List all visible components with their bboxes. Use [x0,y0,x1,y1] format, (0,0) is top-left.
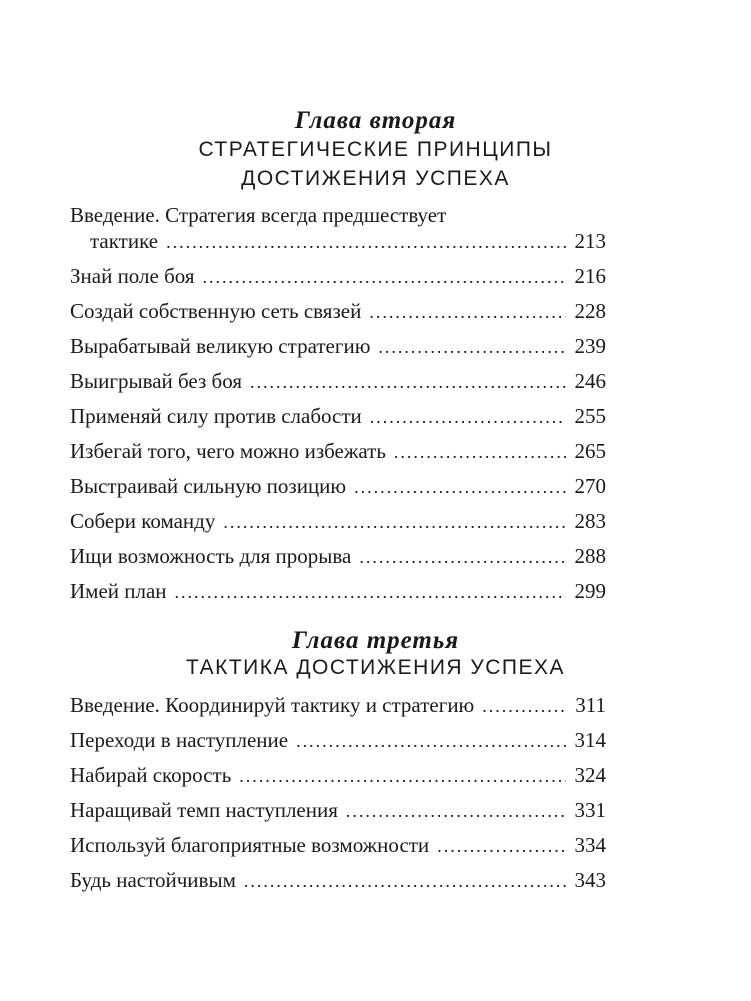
leader-dots [175,582,566,603]
toc-entry-title: Создай собственную сеть связей [70,299,362,323]
chapter-3-label: Глава третья [291,627,460,654]
toc-entry-page: 288 [574,544,606,568]
chapter-2-label: Глава вторая [294,107,457,134]
toc-entry-title: Набирай скорость [70,763,232,787]
chapter-2-intro-line-1: Введение. Стратегия всегда предшествует [70,203,447,227]
toc-entry-page: 216 [574,264,606,288]
leader-dots [346,801,566,822]
toc-entry[interactable] [70,693,606,723]
toc-entry-page: 213 [574,229,606,253]
toc-entry-title: Используй благоприятные возможности [70,833,430,857]
chapter-3-title: ТАКТИКА ДОСТИЖЕНИЯ УСПЕХА [185,656,566,679]
toc-entry-title: Знай поле боя [70,264,195,288]
toc-entry-title: Имей план [70,579,167,603]
toc-entry[interactable] [70,264,606,294]
leader-dots [369,302,566,323]
leader-dots [359,547,566,568]
toc-entry-page: 265 [574,439,606,463]
toc-entry-title: Введение. Координируй тактику и стратегию [70,693,475,717]
toc-entry[interactable] [70,868,606,898]
toc-entry-page: 334 [574,833,606,857]
leader-dots [378,337,566,358]
toc-entry-title: Ищи возможность для прорыва [70,544,352,568]
leader-dots [354,477,566,498]
toc-entry[interactable] [70,369,606,399]
leader-dots [223,512,566,533]
toc-entry-title: Избегай того, чего можно избежать [70,439,386,463]
toc-entry-title: Собери команду [70,509,216,533]
toc-entry-title: Будь настойчивым [70,868,236,892]
toc-entry[interactable] [70,404,606,434]
toc-entry-page: 311 [575,693,606,717]
toc-entry[interactable] [70,439,606,469]
leader-dots [394,442,566,463]
toc-entry[interactable] [70,833,606,863]
toc-entry-page: 270 [574,474,606,498]
leader-dots [250,372,566,393]
toc-entry[interactable] [70,579,606,609]
toc-entry-intro[interactable] [90,229,606,259]
toc-entry-page: 246 [574,369,606,393]
toc-entry-title: Применяй силу против слабости [70,404,362,428]
leader-dots [370,407,566,428]
toc-entry-page: 255 [574,404,606,428]
toc-entry[interactable] [70,763,606,793]
toc-entry[interactable] [70,334,606,364]
leader-dots [239,766,566,787]
toc-entry-page: 324 [574,763,606,787]
leader-dots [437,836,566,857]
toc-entry-title: Наращивай темп наступления [70,798,338,822]
toc-entry[interactable] [70,544,606,574]
toc-entry[interactable] [70,728,606,758]
leader-dots [244,871,566,892]
leader-dots [166,232,566,253]
chapter-2-title-line-2: ДОСТИЖЕНИЯ УСПЕХА [241,167,510,190]
toc-entry[interactable] [70,474,606,504]
toc-entry-title: Выигрывай без боя [70,369,242,393]
toc-entry-page: 343 [574,868,606,892]
toc-entry-page: 331 [574,798,606,822]
toc-entry-title: Переходи в наступление [70,728,289,752]
toc-entry-title: Вырабатывай великую стратегию [70,334,371,358]
leader-dots [203,267,566,288]
toc-entry[interactable] [70,299,606,329]
toc-entry-title: тактике [90,229,159,253]
toc-entry[interactable] [70,798,606,828]
chapter-2-title-line-1: СТРАТЕГИЧЕСКИЕ ПРИНЦИПЫ [198,138,553,161]
toc-entry-page: 228 [574,299,606,323]
toc-entry-page: 314 [574,728,606,752]
toc-entry-page: 299 [574,579,606,603]
leader-dots [296,731,566,752]
toc-entry-title: Выстраивай сильную позицию [70,474,347,498]
toc-entry-page: 239 [574,334,606,358]
toc-entry[interactable] [70,509,606,539]
toc-entry-page: 283 [574,509,606,533]
leader-dots [482,696,566,717]
